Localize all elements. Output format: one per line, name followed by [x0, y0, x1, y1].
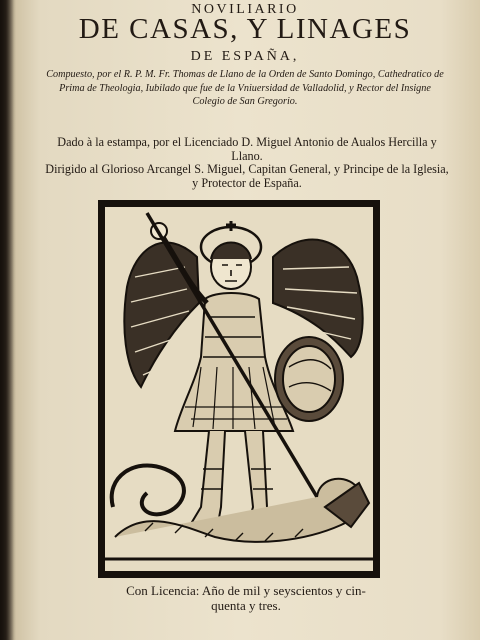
woodcut-panel — [101, 203, 377, 575]
printer-line: Dado à la estampa, por el Licenciado D. Miguel Antonio de Aualos Hercilla y Llano. — [57, 135, 437, 163]
title-line-2: DE CASAS, Y LINAGES — [78, 13, 412, 45]
imprint-line-1: Con Licencia: Año de mil y seyscientos y cin- — [126, 583, 366, 598]
archangel-michael-woodcut-icon — [105, 207, 373, 571]
title-line-1: NOVILIARIO — [191, 2, 299, 17]
page-gutter-shadow — [0, 0, 16, 640]
imprint-line-2: quenta y tres. — [211, 597, 281, 613]
dedication-block — [42, 136, 452, 190]
dedication-line: Dirigido al Glorioso Arcangel S. Miguel, Capitan General, y Principe de la Iglesia, y Protector de España. — [45, 162, 449, 190]
title-page — [16, 0, 474, 640]
title-line-3: DE ESPAÑA, — [190, 49, 300, 64]
imprint-block — [66, 584, 426, 613]
author-paragraph: Compuesto, por el R. P. M. Fr. Thomas de Llano de la Orden de Santo Domingo, Cathedratico de Prima de Theologia, Iubilado que fue de la Vniuersidad de Valladolid, y Rector del Insigne Colegio de San Gregorio. — [46, 69, 444, 107]
woodcut-frame — [98, 200, 380, 578]
